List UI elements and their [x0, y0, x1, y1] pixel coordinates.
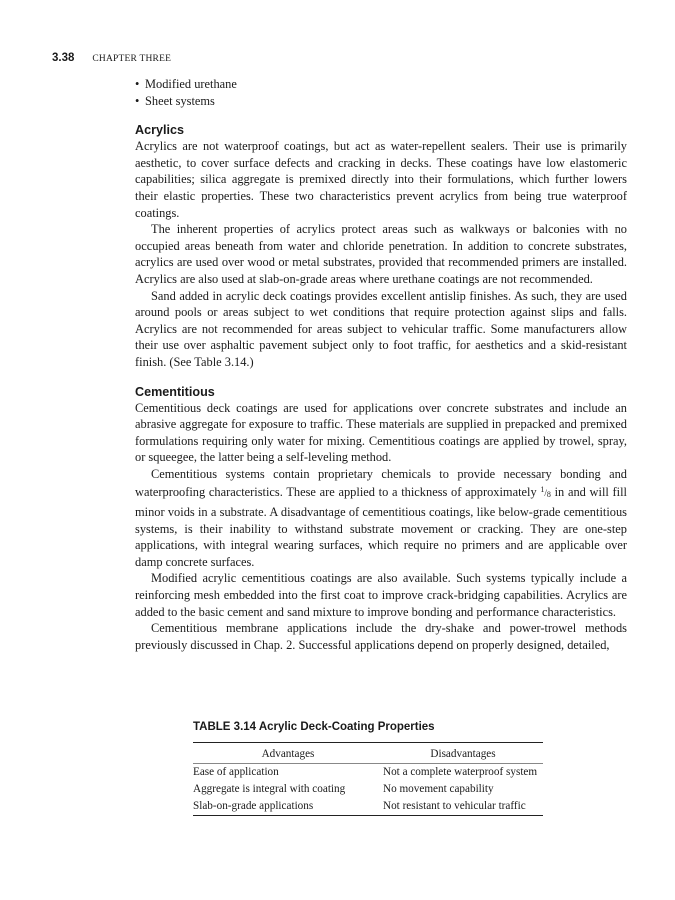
table-cell: Ease of application: [193, 766, 279, 778]
table-cell: Not a complete waterproof system: [383, 766, 538, 778]
bullet-list: [135, 76, 627, 109]
fraction-denominator: 8: [546, 490, 551, 500]
table-cell: Aggregate is integral with coating: [193, 783, 346, 795]
table-3-14: [193, 721, 543, 816]
table-cell: Slab-on-grade applications: [193, 800, 314, 812]
list-item: • Modified urethane: [135, 76, 627, 93]
table-row: [193, 798, 543, 816]
section-heading-acrylics: Acrylics: [135, 123, 185, 138]
paragraph: Cementitious membrane applications include the dry-shake and power-trowel methods previously discussed in Chap. 2. Successful applications depend on properly designed, detailed,: [135, 621, 627, 652]
list-item: • Sheet systems: [135, 93, 627, 110]
table-row: [193, 781, 543, 798]
paragraph: Acrylics are not waterproof coatings, but act as water-repellent sealers. Their use is primarily aesthetic, to cover surface defects and cracking in decks. These coatings have low elastomeric capabilities; silica aggregate is premixed directly into their formulations, which further lowers their elastic properties. These two characteristics prevent acrylics from being true waterproof coatings.: [135, 139, 627, 220]
fraction-numerator: 1: [540, 485, 545, 495]
paragraph-text: Cementitious systems contain proprietary chemicals to provide necessary bonding and waterproofing characteristics. These are applied to a thickness of approximately: [135, 466, 627, 500]
paragraph-text: in and will fill minor voids in a substrate. A disadvantage of cementitious coatings, like below-grade cementitious systems, is their inability to withstand substrate movement or cracking. They are one-step applications, with integral wearing surfaces, which require no primers and are applicable over damp concrete surfaces.: [135, 485, 627, 569]
column-header-disadvantages: Disadvantages: [383, 743, 543, 764]
table-caption: TABLE 3.14 Acrylic Deck-Coating Properties: [193, 721, 435, 733]
paragraph-with-fraction: [135, 466, 627, 571]
paragraph: The inherent properties of acrylics protect areas such as walkways or balconies with no occupied areas beneath from water and chloride penetration. In addition to concrete substrates, acrylics are used over wood or metal substrates, provided that recommended primers are installed. Acrylics are also used at slab-on-grade areas where urethane coatings are not recommended.: [135, 222, 627, 286]
table-row: [193, 764, 543, 782]
section-heading-cementitious: Cementitious: [135, 384, 215, 399]
paragraph: Cementitious deck coatings are used for applications over concrete substrates and include an abrasive aggregate for exposure to traffic. These materials are supplied in prepacked and premixed formulations requiring only water for mixing. Cementitious coatings are applied by trowel, spray, or squeegee, the latter being a self-leveling method.: [135, 400, 627, 465]
chapter-title: CHAPTER THREE: [92, 54, 172, 64]
fraction: $^1/_8$: [540, 485, 551, 500]
page-number: 3.38: [52, 52, 75, 64]
properties-table: [193, 742, 543, 816]
running-header: [52, 48, 171, 66]
table-header-row: [193, 743, 543, 764]
paragraph: Sand added in acrylic deck coatings provides excellent antislip finishes. As such, they are used around pools or areas subject to wet conditions that require protection against slips and falls. Acrylics are not recommended for areas subject to vehicular traffic. Some manufacturers allow their use over asphaltic pavement subject only to foot traffic, for aesthetics and a skid-resistant finish. (See Table 3.14.): [135, 288, 627, 369]
paragraph: Modified acrylic cementitious coatings are also available. Such systems typically include a reinforcing mesh embedded into the first coat to improve crack-bridging capabilities. Acrylics are added to the basic cement and sand mixture to improve bonding and performance characteristics.: [135, 571, 627, 619]
table-cell: Not resistant to vehicular traffic: [383, 800, 526, 812]
table-cell: No movement capability: [383, 783, 494, 795]
body-text: [135, 76, 627, 653]
column-header-advantages: Advantages: [193, 743, 383, 764]
